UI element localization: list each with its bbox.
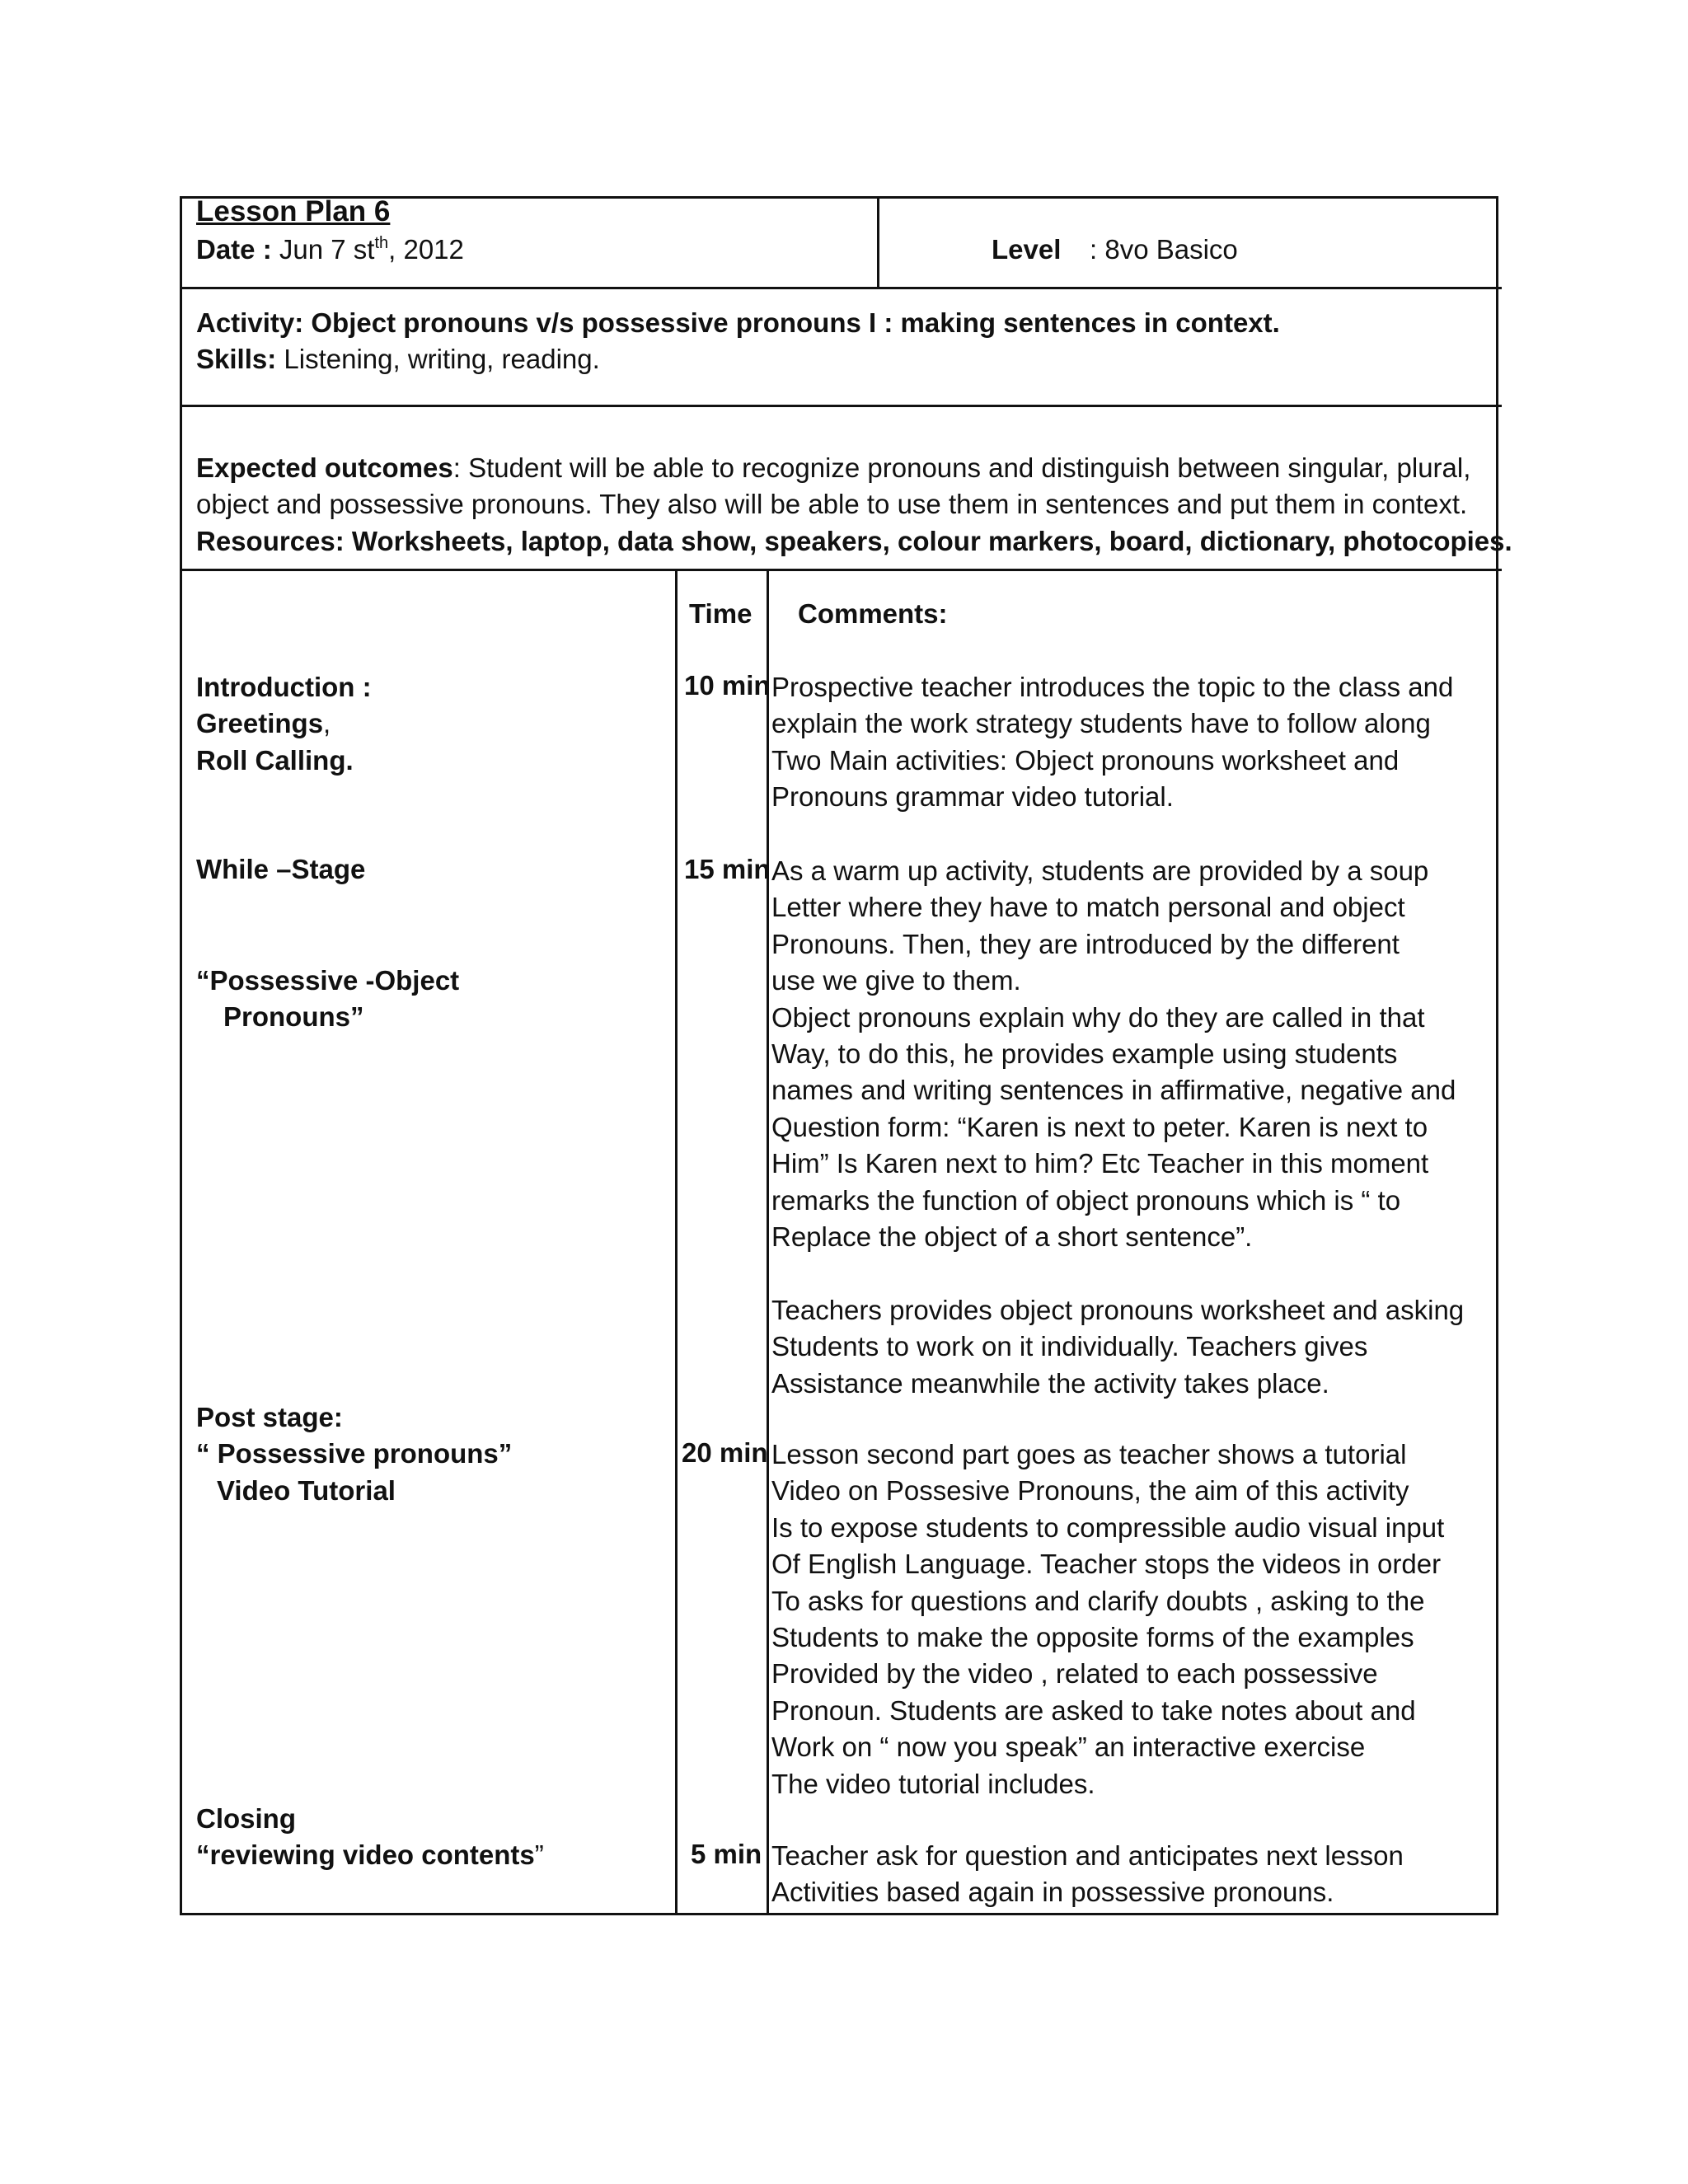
while-stage-subtitle-line-2: Pronouns” bbox=[223, 1001, 364, 1033]
comment-line: Pronouns. Then, they are introduced by the different bbox=[771, 928, 1400, 959]
row-divider-2 bbox=[180, 405, 1502, 407]
comment-line: Teachers provides object pronouns worksheet and asking bbox=[771, 1295, 1465, 1325]
comment-line: Object pronouns explain why do they are called in that bbox=[771, 1001, 1425, 1033]
date-line bbox=[196, 233, 464, 266]
date-superscript: th bbox=[374, 234, 389, 252]
comment-line: Question form: “Karen is next to peter. Karen is next to bbox=[771, 1111, 1428, 1142]
row-divider-3 bbox=[180, 569, 1502, 571]
comment-line: Two Main activities: Object pronouns worksheet and bbox=[771, 744, 1400, 776]
comments-header: Comments: bbox=[798, 598, 948, 629]
skills-text: Listening, writing, reading. bbox=[284, 344, 600, 374]
comments-post bbox=[771, 1436, 1444, 1802]
while-stage-subtitle-line-1: “Possessive -Object bbox=[196, 965, 460, 996]
comment-line: Students to work on it individually. Teachers gives bbox=[771, 1331, 1368, 1362]
level-value: : 8vo Basico bbox=[1090, 234, 1238, 265]
table-border-left bbox=[180, 196, 182, 1915]
while-stage-subtitle bbox=[196, 963, 459, 1036]
greetings-text: Greetings bbox=[196, 708, 324, 739]
post-stage-subtitle-line-2: Video Tutorial bbox=[217, 1474, 396, 1506]
table-border-right bbox=[1496, 196, 1498, 1915]
comment-line: use we give to them. bbox=[771, 965, 1021, 996]
comment-line: remarks the function of object pronouns which is “ to bbox=[771, 1184, 1401, 1216]
comments-worksheet bbox=[771, 1292, 1464, 1402]
table-border-bottom bbox=[180, 1913, 1498, 1915]
date-label: Date : bbox=[196, 234, 272, 265]
lesson-plan-title: Lesson Plan 6 bbox=[196, 195, 391, 227]
comment-line: To asks for questions and clarify doubts , asking to the bbox=[771, 1585, 1425, 1616]
intro-stage-roll-call: Roll Calling. bbox=[196, 744, 354, 776]
skills-line bbox=[196, 343, 600, 376]
comment-line: Way, to do this, he provides example using students bbox=[771, 1038, 1398, 1069]
comment-line: Video on Possesive Pronouns, the aim of this activity bbox=[771, 1475, 1409, 1507]
post-stage-title: Post stage: bbox=[196, 1402, 343, 1432]
post-stage-subtitle-line-1: “ Possessive pronouns” bbox=[196, 1438, 513, 1469]
comment-line: Replace the object of a short sentence”. bbox=[771, 1221, 1253, 1252]
outcomes-label: Expected outcomes bbox=[196, 452, 453, 483]
closing-subtitle-text: “reviewing video contents bbox=[196, 1840, 535, 1871]
time-header: Time bbox=[689, 598, 753, 629]
closing-stage-subtitle bbox=[196, 1837, 544, 1873]
comment-line: Letter where they have to match personal and object bbox=[771, 892, 1405, 923]
intro-stage bbox=[196, 669, 372, 779]
activity-text: Object pronouns v/s possessive pronouns I : making sentences in context. bbox=[311, 307, 1280, 338]
date-year: , 2012 bbox=[388, 234, 464, 265]
comment-line: Is to expose students to compressible audio visual input bbox=[771, 1511, 1445, 1543]
comments-closing bbox=[771, 1838, 1404, 1911]
comment-line: explain the work strategy students have to follow along bbox=[771, 708, 1431, 739]
comments-intro bbox=[771, 669, 1453, 816]
time-intro: 10 min bbox=[684, 670, 771, 701]
comments-while bbox=[771, 853, 1456, 1255]
comment-line: Teacher ask for question and anticipates next lesson bbox=[771, 1840, 1404, 1871]
comment-line: Activities based again in possessive pronouns. bbox=[771, 1877, 1334, 1908]
comment-line: Students to make the opposite forms of the examples bbox=[771, 1621, 1414, 1652]
activity-line bbox=[196, 307, 1280, 340]
comment-line: The video tutorial includes. bbox=[771, 1768, 1095, 1799]
time-closing: 5 min bbox=[691, 1839, 762, 1869]
outcomes-line-2: object and possessive pronouns. They also will be able to use them in sentences and put them in context. bbox=[196, 489, 1468, 519]
closing-subtitle-quote: ” bbox=[534, 1840, 544, 1871]
skills-label: Skills: bbox=[196, 344, 277, 374]
comment-line: Work on “ now you speak” an interactive exercise bbox=[771, 1732, 1366, 1763]
while-stage-title: While –Stage bbox=[196, 854, 366, 884]
time-while: 15 min bbox=[684, 854, 771, 884]
comment-line: Assistance meanwhile the activity takes place. bbox=[771, 1367, 1329, 1399]
closing-stage-title: Closing bbox=[196, 1803, 296, 1834]
column-divider-stage bbox=[675, 569, 678, 1915]
closing-stage bbox=[196, 1801, 544, 1874]
comment-line: Lesson second part goes as teacher shows a tutorial bbox=[771, 1439, 1407, 1469]
resources-text: Worksheets, laptop, data show, speakers, colour markers, board, dictionary, photocopies. bbox=[351, 526, 1512, 556]
header-divider bbox=[877, 196, 879, 288]
row-divider-1 bbox=[180, 287, 1502, 289]
resources-line bbox=[196, 525, 1512, 558]
comment-line: Pronouns grammar video tutorial. bbox=[771, 781, 1174, 813]
date-day: Jun 7 st bbox=[279, 234, 375, 265]
greetings-comma: , bbox=[323, 708, 331, 739]
comment-line: names and writing sentences in affirmative, negative and bbox=[771, 1075, 1456, 1106]
comment-line: Pronoun. Students are asked to take notes about and bbox=[771, 1694, 1416, 1726]
resources-label: Resources: bbox=[196, 526, 345, 556]
activity-label: Activity: bbox=[196, 307, 304, 338]
comment-line: As a warm up activity, students are provided by a soup bbox=[771, 855, 1429, 886]
comment-line: Prospective teacher introduces the topic to the class and bbox=[771, 672, 1454, 702]
time-post: 20 min bbox=[682, 1437, 768, 1468]
intro-stage-title: Introduction : bbox=[196, 672, 372, 702]
comment-line: Provided by the video , related to each possessive bbox=[771, 1658, 1378, 1690]
level-label: Level bbox=[992, 234, 1062, 265]
intro-stage-greetings bbox=[196, 705, 372, 742]
post-stage bbox=[196, 1399, 512, 1509]
column-divider-time bbox=[767, 569, 769, 1915]
comment-line: Him” Is Karen next to him? Etc Teacher in this moment bbox=[771, 1148, 1429, 1179]
outcomes-text-1: : Student will be able to recognize pronouns and distinguish between singular, plural, bbox=[452, 452, 1471, 483]
outcomes-line-1 bbox=[196, 452, 1470, 485]
comment-line: Of English Language. Teacher stops the videos in order bbox=[771, 1549, 1442, 1580]
